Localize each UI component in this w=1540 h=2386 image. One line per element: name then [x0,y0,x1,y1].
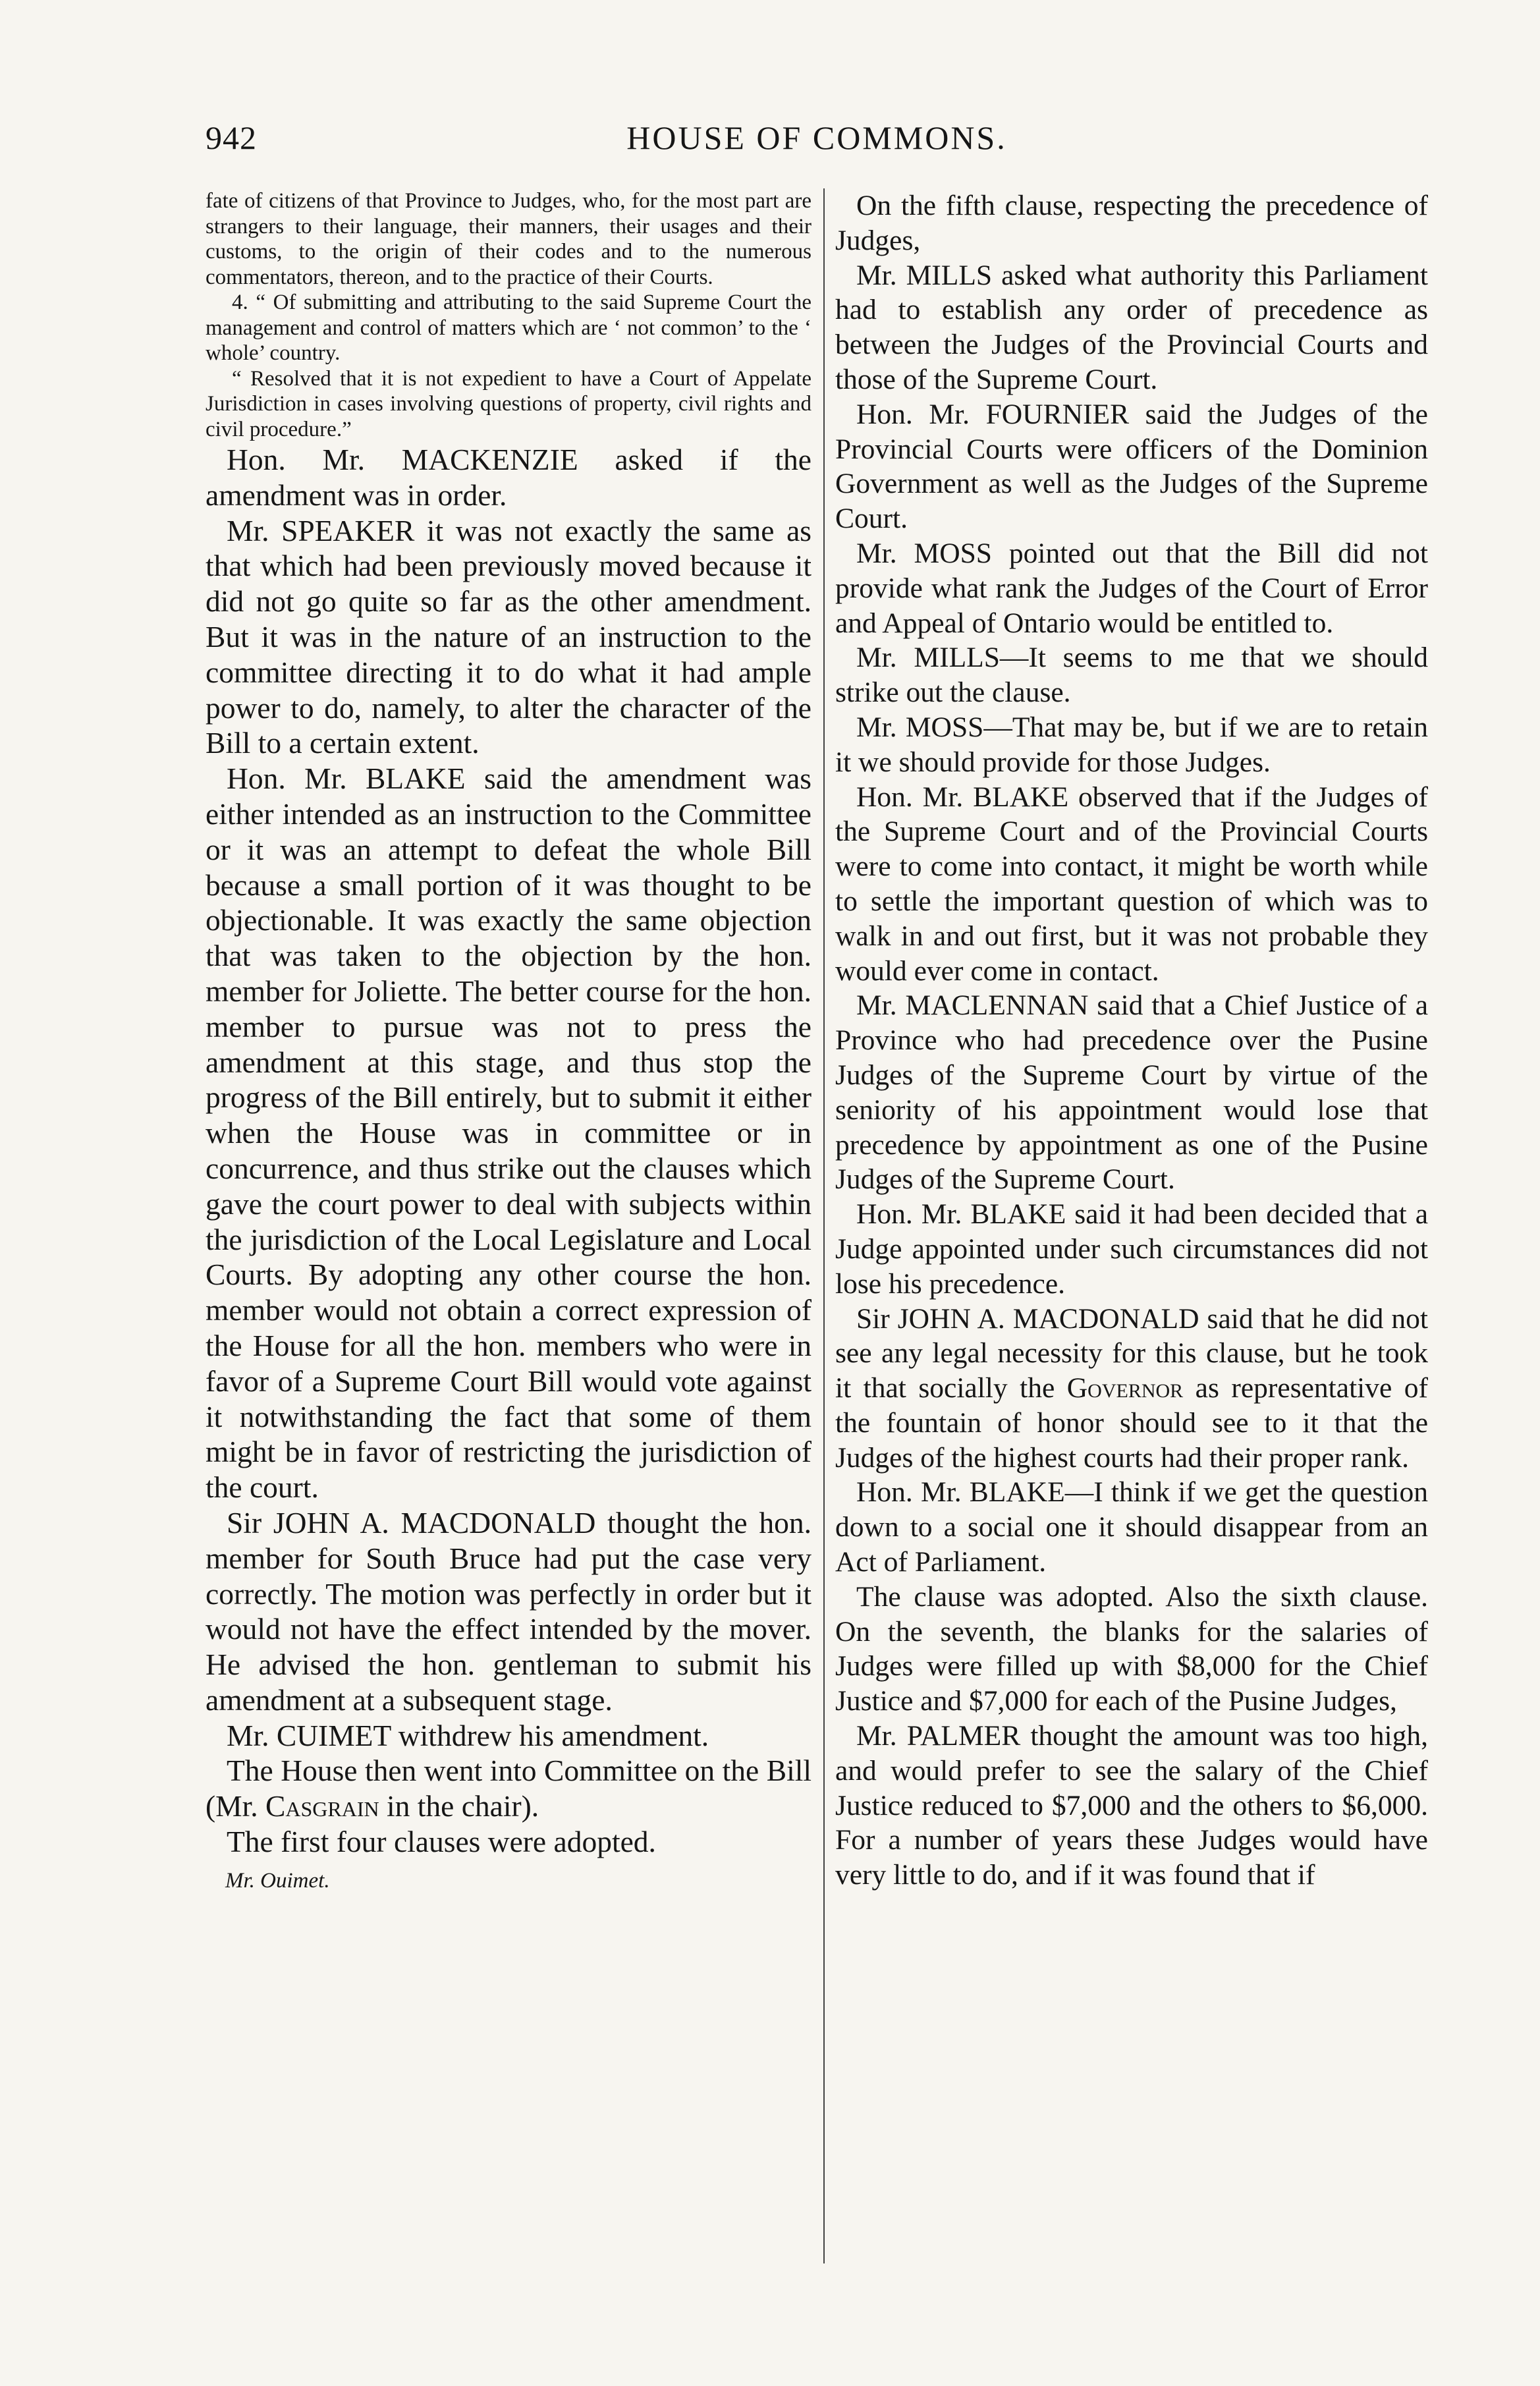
paragraph: On the fifth clause, respecting the precedence of Judges, [835,190,1428,256]
chair-name: Casgrain [265,1789,379,1823]
small-paragraph: “ Resolved that it is not expedient to have a Court of Appelate Jurisdiction in cases involving questions of property, civil rights and civil procedure.” [206,366,811,441]
text-run: The House then went into Committee on the Bill (Mr. [206,1754,811,1823]
paragraph: Hon. Mr. FOURNIER said the Judges of the Provincial Courts were officers of the Dominion Government as well as the Judges of the Supreme Court. [835,398,1428,535]
macdonald-paragraph [835,1302,1428,1476]
governor-term: Governor [1066,1372,1184,1404]
page-title: HOUSE OF COMMONS. [626,119,1007,156]
paragraph: Mr. MOSS pointed out that the Bill did not provide what rank the Judges of the Court of Error and Appeal of Ontario would be entitled to. [835,537,1428,639]
paragraph: Mr. MILLS—It seems to me that we should strike out the clause. [835,642,1428,709]
left-column [206,188,811,1893]
footer-catchword: Mr. Ouimet. [225,1868,330,1893]
paragraph: The first four clauses were adopted. [227,1825,656,1859]
paragraph: Mr. MOSS—That may be, but if we are to retain it we should provide for those Judges. [835,711,1428,778]
page-header [198,113,1436,159]
paragraph: Hon. Mr. BLAKE said it had been decided that a Judge appointed under such circumstances did not lose his precedence. [835,1198,1428,1300]
paragraph: The clause was adopted. Also the sixth clause. On the seventh, the blanks for the salaries of Judges were filled up with $8,000 for the Chief Justice and $7,000 for each of the Pusine Judges, [835,1580,1428,1717]
page-number: 942 [206,119,257,156]
paragraph: Mr. CUIMET withdrew his amendment. [227,1718,709,1752]
small-paragraph: 4. “ Of submitting and attributing to the said Supreme Court the management and control of matters which are ‘ not common’ to the ‘ whole’ country. [206,291,811,365]
text-run: as representative of the fountain of honor should see to it that the Judges of the highest courts had their proper rank. [835,1372,1429,1474]
paragraph: Sir JOHN A. MACDONALD thought the hon. member for South Bruce had put the case very correctly. The motion was perfectly in order but it would not have the effect intended by the mover. He advised the hon. gentleman to submit his amendment at a subsequent stage. [206,1505,811,1717]
paragraph: Hon. Mr. BLAKE observed that if the Judges of the Supreme Court and of the Provincial Courts were to come into contact, it might be worth while to settle the important question of which was to walk in and out first, but it was not probable they would ever come in contact. [835,781,1428,987]
column-divider [823,188,825,2263]
paragraph: Hon. Mr. MACKENZIE asked if the amendment was in order. [206,443,811,512]
paragraph: Hon. Mr. BLAKE—I think if we get the question down to a social one it should disappear from an Act of Parliament. [835,1476,1428,1578]
text-run: in the chair). [379,1789,539,1823]
committee-paragraph [206,1753,811,1824]
paragraph: Mr. SPEAKER it was not exactly the same as that which had been previously moved because it did not go quite so far as the other amendment. But it was in the nature of an instruction to the committee directing it to do what it had ample power to do, namely, to alter the character of the Bill to a certain extent. [206,513,811,760]
text-run: Sir JOHN A. MACDONALD said that he did not see any legal necessity for this clause, but he took it that socially the [835,1302,1428,1404]
paragraph: Hon. Mr. BLAKE said the amendment was either intended as an instruction to the Committee or it was an attempt to defeat the whole Bill because a small portion of it was thought to be objectionable. It was exactly the same objection that was taken to the objection by the hon. member for Joliette. The better course for the hon. member to pursue was not to press the amendment at this stage, and thus stop the progress of the Bill entirely, but to submit it either when the House was in committee or in concurrence, and thus strike out the clauses which gave the court power to deal with subjects within the jurisdiction of the Local Legislature and Local Courts. By adopting any other course the hon. member would not obtain a correct expression of the House for all the hon. members who were in favor of a Supreme Court Bill would vote against it notwithstanding the fact that some of them might be in favor of restricting the jurisdiction of the court. [206,762,811,1505]
small-paragraph: fate of citizens of that Province to Judges, who, for the most part are strangers to their language, their manners, their usages and their customs, to the origin of their codes and to the numerous commentators, thereon, and to the practice of their Courts. [206,189,811,289]
paragraph: Mr. MILLS asked what authority this Parliament had to establish any order of precedence as between the Judges of the Provincial Courts and those of the Supreme Court. [835,259,1428,395]
paragraph: Mr. MACLENNAN said that a Chief Justice of a Province who had precedence over the Pusine Judges of the Supreme Court by virtue of the seniority of his appointment would lose that precedence by appointment as one of the Pusine Judges of the Supreme Court. [835,989,1428,1196]
paragraph: Mr. PALMER thought the amount was too high, and would prefer to see the salary of the Chief Justice reduced to $7,000 and the others to $6,000. For a number of years these Judges would have very little to do, and if it was found that if [835,1720,1428,1891]
right-column [835,188,1428,1893]
